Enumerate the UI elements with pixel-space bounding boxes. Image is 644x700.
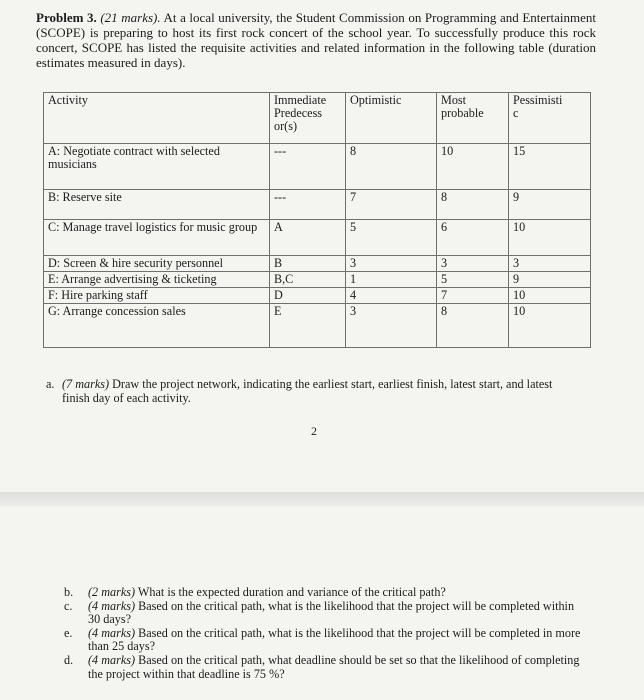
table-row bbox=[44, 288, 591, 304]
cell-optimistic: 3 bbox=[346, 256, 437, 272]
cell-optimistic: 7 bbox=[346, 190, 437, 220]
question-c-label: c. bbox=[64, 598, 73, 613]
table-row bbox=[44, 272, 591, 288]
cell-activity: A: Negotiate contract with selected musicians bbox=[44, 144, 270, 190]
cell-pessimistic: 10 bbox=[509, 288, 591, 304]
cell-activity: E: Arrange advertising & ticketing bbox=[44, 272, 270, 288]
header-pess-line1: Pessimisti bbox=[513, 93, 563, 107]
question-d-label: d. bbox=[64, 652, 74, 667]
cell-predecessors: D bbox=[270, 288, 346, 304]
question-d bbox=[64, 654, 584, 681]
header-pred-line2: Predecess bbox=[274, 106, 323, 120]
question-a-marks: (7 marks) bbox=[62, 377, 110, 391]
cell-activity: G: Arrange concession sales bbox=[44, 304, 270, 348]
question-b bbox=[64, 586, 584, 600]
problem-statement bbox=[36, 10, 596, 70]
cell-predecessors: --- bbox=[270, 144, 346, 190]
question-c bbox=[64, 600, 584, 627]
cell-most-probable: 8 bbox=[437, 190, 509, 220]
question-b-text: What is the expected duration and variance of the critical path? bbox=[137, 585, 446, 599]
question-a bbox=[46, 377, 586, 405]
header-pred-line1: Immediate bbox=[274, 93, 327, 107]
cell-optimistic: 1 bbox=[346, 272, 437, 288]
cell-pessimistic: 9 bbox=[509, 190, 591, 220]
cell-activity: B: Reserve site bbox=[44, 190, 270, 220]
question-b-label: b. bbox=[64, 585, 74, 599]
cell-optimistic: 4 bbox=[346, 288, 437, 304]
cell-predecessors: E bbox=[270, 304, 346, 348]
cell-pessimistic: 9 bbox=[509, 272, 591, 288]
page-break bbox=[0, 492, 644, 506]
table-row bbox=[44, 190, 591, 220]
cell-most-probable: 3 bbox=[437, 256, 509, 272]
table-header-row bbox=[44, 93, 591, 144]
table-row bbox=[44, 220, 591, 256]
cell-optimistic: 5 bbox=[346, 220, 437, 256]
cell-most-probable: 5 bbox=[437, 272, 509, 288]
question-e bbox=[64, 627, 584, 654]
cell-most-probable: 7 bbox=[437, 288, 509, 304]
problem-text: At a local university, the Student Commission on Programming and Entertainment (SCOPE) is preparing to host its first rock concert of the school year. To successfully produce this rock concert, SCOPE has listed the requisite activities and related information in the following table (duration estimates measured in days). bbox=[36, 10, 597, 70]
header-mp-line2: probable bbox=[441, 106, 484, 120]
header-most-probable bbox=[437, 93, 509, 144]
header-optimistic: Optimistic bbox=[346, 93, 437, 144]
cell-optimistic: 3 bbox=[346, 304, 437, 348]
header-pess-line2: c bbox=[513, 106, 519, 120]
question-e-label: e. bbox=[64, 625, 73, 640]
question-c-marks: (4 marks) bbox=[88, 598, 136, 613]
question-b-marks: (2 marks) bbox=[88, 585, 136, 599]
header-mp-line1: Most bbox=[441, 93, 467, 107]
question-c-text: Based on the critical path, what is the likelihood that the project will be completed within 30 days? bbox=[88, 598, 575, 627]
question-a-label: a. bbox=[46, 377, 55, 391]
header-activity: Activity bbox=[44, 93, 270, 144]
question-d-text: Based on the critical path, what deadline should be set so that the likelihood of completing the project within that deadline is 75 %? bbox=[88, 652, 580, 681]
cell-most-probable: 10 bbox=[437, 144, 509, 190]
problem-label: Problem 3. bbox=[36, 10, 97, 25]
table-row bbox=[44, 304, 591, 348]
cell-pessimistic: 10 bbox=[509, 304, 591, 348]
question-e-marks: (4 marks) bbox=[88, 625, 136, 640]
header-pessimistic bbox=[509, 93, 591, 144]
header-pred-line3: or(s) bbox=[274, 119, 298, 133]
table-row bbox=[44, 256, 591, 272]
table-row bbox=[44, 144, 591, 190]
cell-predecessors: A bbox=[270, 220, 346, 256]
cell-predecessors: B,C bbox=[270, 272, 346, 288]
cell-activity: D: Screen & hire security personnel bbox=[44, 256, 270, 272]
questions-list bbox=[64, 586, 584, 681]
question-a-text: Draw the project network, indicating the earliest start, earliest finish, latest start, and latest finish day of each activity. bbox=[62, 377, 553, 405]
header-predecessors bbox=[270, 93, 346, 144]
question-e-text: Based on the critical path, what is the likelihood that the project will be completed in more than 25 days? bbox=[88, 625, 581, 654]
cell-most-probable: 6 bbox=[437, 220, 509, 256]
cell-predecessors: B bbox=[270, 256, 346, 272]
cell-pessimistic: 3 bbox=[509, 256, 591, 272]
cell-activity: C: Manage travel logistics for music group bbox=[44, 220, 270, 256]
question-d-marks: (4 marks) bbox=[88, 652, 136, 667]
page-number: 2 bbox=[311, 424, 317, 438]
cell-optimistic: 8 bbox=[346, 144, 437, 190]
problem-marks: (21 marks). bbox=[100, 10, 161, 25]
cell-predecessors: --- bbox=[270, 190, 346, 220]
activity-table bbox=[43, 92, 591, 348]
cell-pessimistic: 15 bbox=[509, 144, 591, 190]
cell-activity: F: Hire parking staff bbox=[44, 288, 270, 304]
cell-most-probable: 8 bbox=[437, 304, 509, 348]
cell-pessimistic: 10 bbox=[509, 220, 591, 256]
